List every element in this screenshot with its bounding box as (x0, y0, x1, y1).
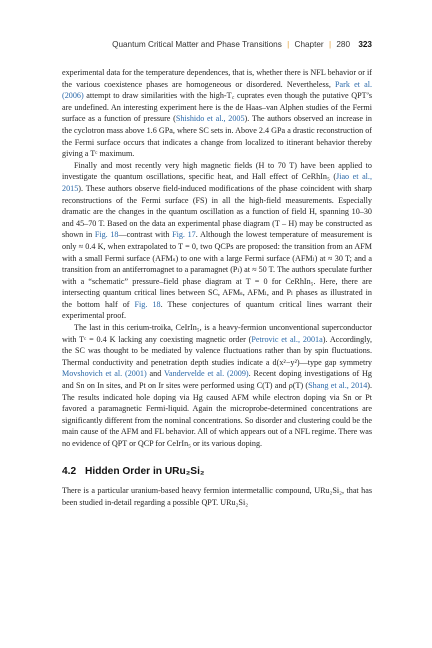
citation-link[interactable]: Park et al. (2006) (62, 79, 372, 101)
page-number: 323 (358, 40, 372, 49)
text-run: ). The authors observed an increase in the cyclotron mass above 1.6 GPa, where SC sets in. Above 2.4 GPa a drastic reconstruction of the Fermi surface occurs that indicates a change from localized to itinerant behavior thereby giving a Tᶜ maximum. (62, 114, 372, 159)
running-head (62, 40, 372, 49)
citation-link[interactable]: Vandervelde et al. (2009) (164, 369, 249, 379)
text-run: Finally and most recently very high magnetic fields (H to 70 T) have been applied to investigate the quantum oscillations, specific heat, and Hall effect of CeRhIn₅ ( (62, 160, 372, 182)
citation-link[interactable]: Fig. 18 (134, 299, 161, 309)
text-run: There is a particular uranium-based heavy fermion intermetallic compound, URu₂Si₂, that has been studied in-detail regarding a possible QPT. URu₂Si₂ (62, 486, 372, 507)
chapter-number: 280 (336, 40, 351, 49)
section-heading (62, 466, 372, 478)
paragraph (62, 160, 372, 322)
text-run: . Although the lowest temperature of measurement is only ≈ 0.4 K, when extrapolated to T = 0, two QCPs are proposed: the transition from an AFM with a small Fermi surface (AFMₛ) to one with a large Fermi surface (AFMₗ) at ≈ 30 T; and a transition from an antiferromagnet to a paramagnet (Pₗ) at ≈ 50 T. The authors speculate further with a “schematic” pressure–field phase diagram at T = 0 for CeRhIn₅. Here, there are intersecting quantum critical lines between SC, AFMₛ, AFMₗ, and Pₗ phases as illustrated in the bottom half of (62, 230, 373, 309)
paragraph (62, 322, 372, 450)
body-text (62, 67, 372, 508)
text-run: ). Accordingly, the SC was thought to be mediated by valence fluctuations rather than by spin fluctuations. Thermal conductivity and penetration depth studies indicate a d(x²−y²)—type gap symmetry (62, 334, 372, 367)
citation-link[interactable]: Movshovich et al. (2001) (62, 369, 147, 379)
citation-link[interactable]: Shang et al., 2014 (308, 381, 368, 391)
citation-link[interactable]: Fig. 17 (172, 230, 196, 240)
text-run: The last in this cerium-troika, CeIrIn₅, is a heavy-fermion unconventional superconductor with Tᶜ = 0.4 K lacking any coexisting magnetic order ( (62, 323, 372, 344)
section-title: Hidden Order in URu₂Si₂ (85, 465, 205, 477)
book-title: Quantum Critical Matter and Phase Transitions (112, 40, 282, 49)
citation-link[interactable]: Shishido et al., 2005 (175, 114, 245, 124)
citation-link[interactable]: Fig. 18 (94, 230, 119, 240)
citation-link[interactable]: Petrovic et al., 2001a (251, 334, 323, 344)
text-run: —contrast with (118, 230, 173, 240)
citation-link[interactable]: Jiao et al., 2015 (62, 172, 372, 193)
text-run: attempt to draw similarities with the high-T꜀ cuprates even though the putative QPT’s are undefined. An interesting experiment here is the de Haas–van Alphen studies of the Fermi surface as a function of pressure ( (62, 91, 372, 124)
paragraph (62, 485, 372, 508)
chapter-label: Chapter (294, 40, 324, 49)
header-separator: | (287, 40, 290, 49)
text-run: ). The results indicated hole doping via Hg caused AFM while electron doping via Sn or Pt favored a paramagnetic Fermi-liquid. Again the microprobe-determined concentrations are significantly different from the nominal concentrations. So disorder and clustering could be the main cause of the AFM and FL behavior. All of which appears out of a NFL regime. There was no evidence of QPT or QCP for CeIrIn₅ or its various doping. (62, 381, 373, 448)
paragraph (62, 67, 372, 160)
text-run: . These conjectures of quantum critical lines warrant their experimental proof. (62, 299, 372, 321)
text-run: experimental data for the temperature dependences, that is, whether there is NFL behavior or if the various coexistence phases are homogeneous or disordered. Nevertheless, (62, 68, 372, 89)
text-run: ). These authors observe field-induced modifications of the phase coincident with sharp reconstructions of the Fermi surface (FS) in all the high-field measurements. Especially dramatic are the changes in the quantum oscillation as a function of field H, spanning 10–30 and 45–70 T. Based on the data an experimental phase diagram (T – H) may be constructed as shown in (62, 183, 372, 240)
section-number: 4.2 (62, 465, 77, 477)
text-run: . Recent doping investigations of Hg and Sn on In sites, and Pt on Ir sites were performed using C(T) and ρ(T) ( (62, 369, 372, 391)
text-run: and (146, 369, 164, 379)
header-separator-2: | (328, 40, 332, 49)
